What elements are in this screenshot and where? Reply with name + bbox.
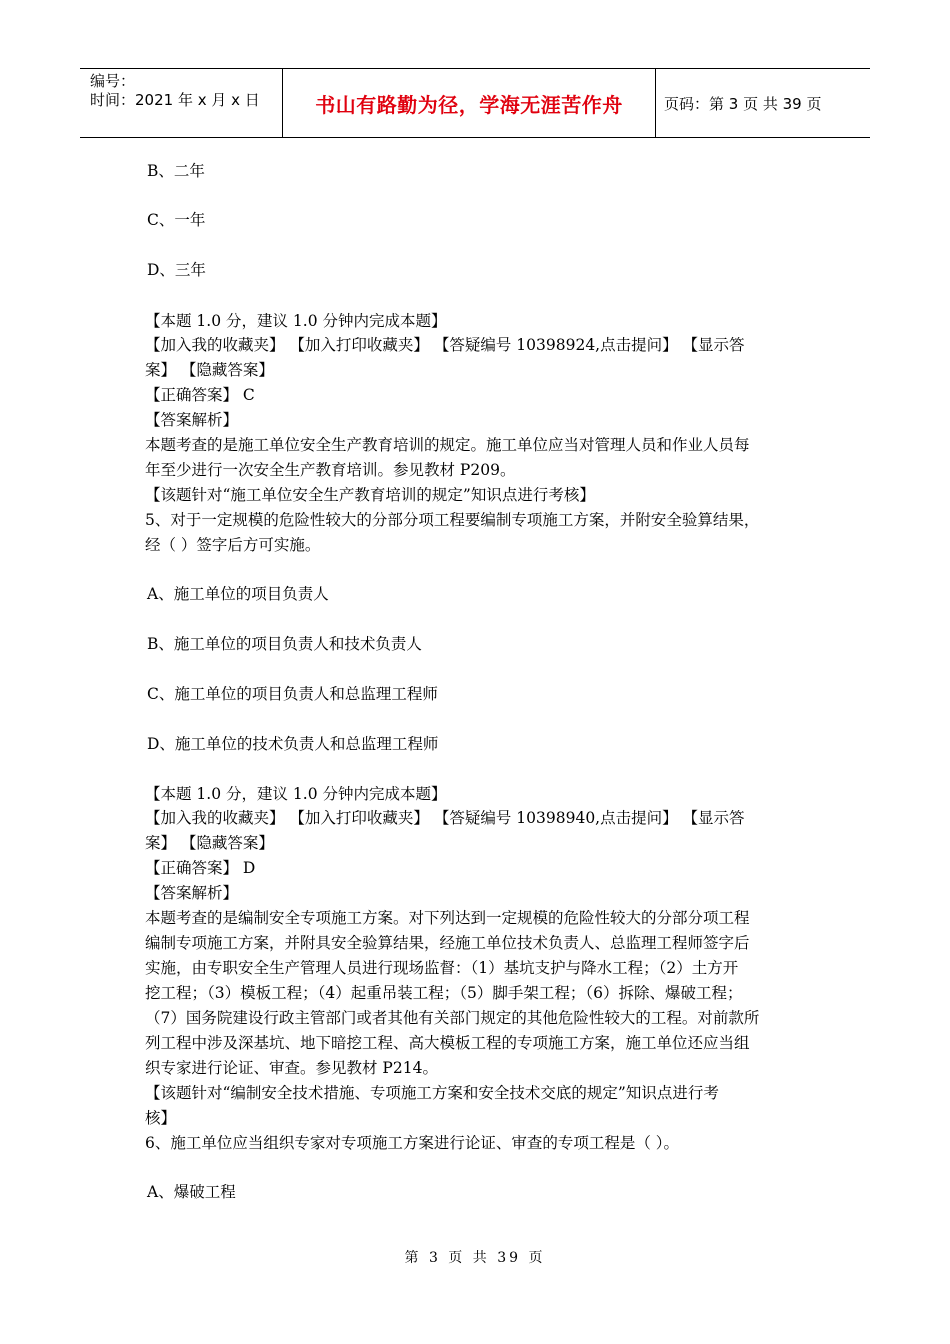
- option-b: B、二年: [147, 162, 205, 180]
- analysis-text: 实施，由专职安全生产管理人员进行现场监督：（1）基坑支护与降水工程；（2）土方开: [145, 959, 739, 977]
- question-score: 【本题 1.0 分，建议 1.0 分钟内完成本题】: [145, 312, 447, 330]
- action-links-cont[interactable]: 案】 【隐藏答案】: [145, 834, 274, 852]
- correct-answer: 【正确答案】 D: [145, 859, 256, 877]
- header-motto: 书山有路勤为径，学海无涯苦作舟: [315, 92, 623, 117]
- analysis-text: （7）国务院建设行政主管部门或者其他有关部门规定的其他危险性较大的工程。对前款所: [145, 1009, 760, 1027]
- analysis-text: 列工程中涉及深基坑、地下暗挖工程、高大模板工程的专项施工方案，施工单位还应当组: [145, 1034, 750, 1052]
- time-label: 时间：2021 年 x 月 x 日: [90, 91, 260, 109]
- analysis-text: 挖工程；（3）模板工程；（4）起重吊装工程；（5）脚手架工程；（6）拆除、爆破工程；: [145, 984, 743, 1002]
- analysis-text: 本题考查的是施工单位安全生产教育培训的规定。施工单位应当对管理人员和作业人员每: [145, 436, 750, 454]
- option-b: B、施工单位的项目负责人和技术负责人: [147, 635, 422, 653]
- page-header: [80, 68, 870, 138]
- action-links-cont[interactable]: 案】 【隐藏答案】: [145, 361, 274, 379]
- analysis-text: 年至少进行一次安全生产教育培训。参见教材 P209。: [145, 461, 516, 479]
- question-stem: 6、施工单位应当组织专家对专项施工方案进行论证、审查的专项工程是（ ）。: [145, 1134, 680, 1152]
- question-stem: 5、对于一定规模的危险性较大的分部分项工程要编制专项施工方案，并附安全验算结果，: [145, 511, 760, 529]
- action-links[interactable]: 【加入我的收藏夹】 【加入打印收藏夹】 【答疑编号 10398924,点击提问】 【显示答: [145, 336, 745, 354]
- option-a: A、施工单位的项目负责人: [147, 585, 329, 603]
- code-label: 编号：: [90, 72, 136, 90]
- option-c: C、一年: [147, 211, 206, 229]
- knowledge-point: 【该题针对“施工单位安全生产教育培训的规定”知识点进行考核】: [145, 486, 595, 504]
- question-score: 【本题 1.0 分，建议 1.0 分钟内完成本题】: [145, 785, 447, 803]
- correct-answer: 【正确答案】 C: [145, 386, 255, 404]
- option-c: C、施工单位的项目负责人和总监理工程师: [147, 685, 438, 703]
- header-meta: [90, 72, 260, 110]
- analysis-text: 本题考查的是编制安全专项施工方案。对下列达到一定规模的危险性较大的分部分项工程: [145, 909, 750, 927]
- analysis-heading: 【答案解析】: [145, 884, 239, 902]
- option-d: D、三年: [147, 261, 206, 279]
- header-page-info: 页码：第 3 页 共 39 页: [664, 95, 822, 113]
- action-links[interactable]: 【加入我的收藏夹】 【加入打印收藏夹】 【答疑编号 10398940,点击提问】 【显示答: [145, 809, 745, 827]
- page-footer: 第 3 页 共 39 页: [404, 1250, 546, 1266]
- knowledge-point: 核】: [145, 1109, 177, 1127]
- analysis-text: 织专家进行论证、审查。参见教材 P214。: [145, 1059, 438, 1077]
- analysis-text: 编制专项施工方案，并附具安全验算结果，经施工单位技术负责人、总监理工程师签字后: [145, 934, 750, 952]
- option-a: A、爆破工程: [147, 1183, 236, 1201]
- question-stem: 经（ ）签字后方可实施。: [145, 536, 321, 554]
- analysis-heading: 【答案解析】: [145, 411, 239, 429]
- knowledge-point: 【该题针对“编制安全技术措施、专项施工方案和安全技术交底的规定”知识点进行考: [145, 1084, 719, 1102]
- option-d: D、施工单位的技术负责人和总监理工程师: [147, 735, 439, 753]
- header-divider: [655, 69, 656, 137]
